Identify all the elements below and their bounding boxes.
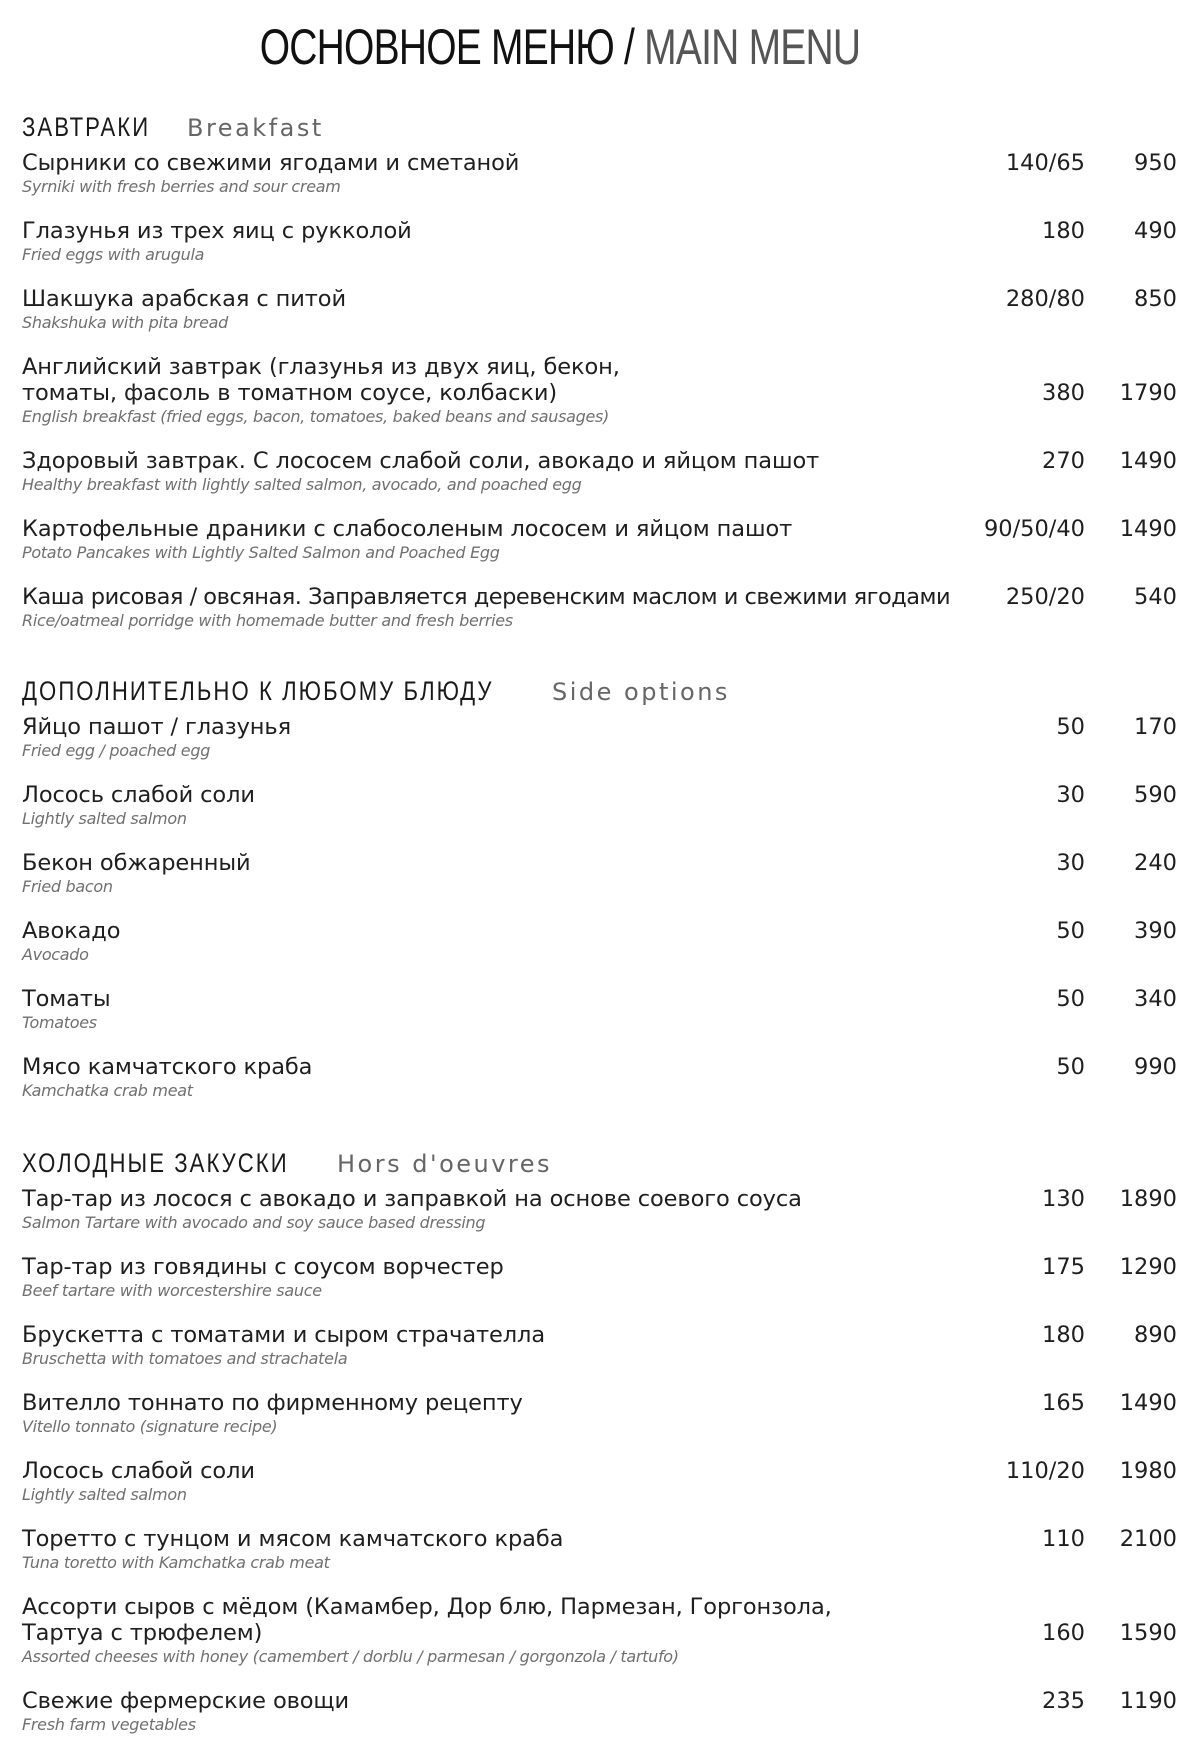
item-description: Potato Pancakes with Lightly Salted Salmon and Poached Egg [22, 543, 500, 562]
item-price: 170 [1134, 714, 1177, 740]
item-price: 1590 [1119, 1620, 1177, 1646]
item-name: Яйцо пашот / глазунья [22, 714, 292, 740]
page-title-ru: ОСНОВНОЕ МЕНЮ / [259, 19, 645, 75]
item-name: Шакшука арабская с питой [22, 286, 346, 312]
item-weight: 50 [1056, 714, 1085, 740]
item-description: Shakshuka with pita bread [22, 313, 228, 332]
item-description: Fried bacon [22, 877, 113, 896]
item-description: Assorted cheeses with honey (camembert / dorblu / parmesan / gorgonzola / tartufo) [22, 1647, 679, 1666]
item-description: English breakfast (fried eggs, bacon, tomatoes, baked beans and sausages) [22, 407, 609, 426]
item-weight: 270 [1042, 448, 1085, 474]
item-weight: 140/65 [1005, 150, 1085, 176]
menu-item [22, 714, 1177, 782]
menu-item [22, 584, 1177, 652]
menu-item [22, 354, 1177, 448]
item-price: 1490 [1119, 516, 1177, 542]
section-breakfast [22, 112, 1177, 652]
menu-item [22, 1322, 1177, 1390]
item-weight: 50 [1056, 1054, 1085, 1080]
menu-item [22, 1688, 1177, 1744]
item-description: Beef tartare with worcestershire sauce [22, 1281, 322, 1300]
menu-item [22, 448, 1177, 516]
item-name: Торетто с тунцом и мясом камчатского краба [22, 1526, 564, 1552]
item-price: 490 [1134, 218, 1177, 244]
item-name: Ассорти сыров с мёдом (Камамбер, Дор блю, Пармезан, Горгонзола, Тартуа с трюфелем) [22, 1594, 832, 1646]
item-description: Bruschetta with tomatoes and strachatela [22, 1349, 348, 1368]
page-title-en: MAIN MENU [644, 19, 861, 75]
menu-item [22, 218, 1177, 286]
section-heading [22, 1148, 1177, 1186]
item-price: 340 [1134, 986, 1177, 1012]
item-price: 1790 [1119, 380, 1177, 406]
item-weight: 110 [1042, 1526, 1085, 1552]
item-name: Глазунья из трех яиц с рукколой [22, 218, 412, 244]
item-weight: 250/20 [1005, 584, 1085, 610]
item-description: Lightly salted salmon [22, 809, 187, 828]
menu-item [22, 850, 1177, 918]
menu-item [22, 286, 1177, 354]
section-heading [22, 676, 1177, 714]
item-name: Лосось слабой соли [22, 782, 255, 808]
section-hors-doeuvres [22, 1148, 1177, 1744]
item-price: 850 [1134, 286, 1177, 312]
item-price: 1490 [1119, 1390, 1177, 1416]
item-description: Rice/oatmeal porridge with homemade butter and fresh berries [22, 611, 513, 630]
item-name: Бекон обжаренный [22, 850, 251, 876]
item-price: 950 [1134, 150, 1177, 176]
item-name: Мясо камчатского краба [22, 1054, 313, 1080]
item-name: Картофельные драники с слабосоленым лососем и яйцом пашот [22, 516, 793, 542]
item-description: Healthy breakfast with lightly salted salmon, avocado, and poached egg [22, 475, 582, 494]
section-title-ru: ХОЛОДНЫЕ ЗАКУСКИ [22, 1148, 289, 1178]
item-price: 990 [1134, 1054, 1177, 1080]
menu-item [22, 782, 1177, 850]
item-name: Вителло тоннато по фирменному рецепту [22, 1390, 523, 1416]
item-name: Английский завтрак (глазунья из двух яиц, бекон, томаты, фасоль в томатном соусе, колбаски) [22, 354, 620, 406]
item-weight: 30 [1056, 850, 1085, 876]
item-price: 540 [1134, 584, 1177, 610]
item-name: Сырники со свежими ягодами и сметаной [22, 150, 520, 176]
section-title-ru: ДОПОЛНИТЕЛЬНО К ЛЮБОМУ БЛЮДУ [22, 676, 494, 706]
menu-item [22, 516, 1177, 584]
item-price: 1190 [1119, 1688, 1177, 1714]
item-price: 1290 [1119, 1254, 1177, 1280]
item-weight: 175 [1042, 1254, 1085, 1280]
item-weight: 90/50/40 [983, 516, 1085, 542]
menu-item [22, 986, 1177, 1054]
item-name: Здоровый завтрак. С лососем слабой соли, авокадо и яйцом пашот [22, 448, 820, 474]
item-description: Lightly salted salmon [22, 1485, 187, 1504]
item-price: 390 [1134, 918, 1177, 944]
item-price: 590 [1134, 782, 1177, 808]
item-description: Fried eggs with arugula [22, 245, 205, 264]
item-weight: 180 [1042, 1322, 1085, 1348]
menu-item [22, 1458, 1177, 1526]
item-name: Свежие фермерские овощи [22, 1688, 350, 1714]
item-weight: 130 [1042, 1186, 1085, 1212]
item-description: Fresh farm vegetables [22, 1715, 196, 1734]
menu-item [22, 1054, 1177, 1122]
section-side-options [22, 676, 1177, 1122]
section-title-en: Breakfast [187, 114, 324, 142]
item-description: Avocado [22, 945, 89, 964]
item-name: Тар-тар из говядины с соусом ворчестер [22, 1254, 504, 1280]
item-price: 890 [1134, 1322, 1177, 1348]
item-name: Каша рисовая / овсяная. Заправляется деревенским маслом и свежими ягодами [22, 584, 951, 610]
section-title-en: Hors d'oeuvres [337, 1150, 553, 1178]
item-price: 1490 [1119, 448, 1177, 474]
section-title-ru: ЗАВТРАКИ [22, 112, 151, 142]
item-description: Kamchatka crab meat [22, 1081, 193, 1100]
item-weight: 50 [1056, 986, 1085, 1012]
item-weight: 180 [1042, 218, 1085, 244]
item-name: Тар-тар из лосося с авокадо и заправкой на основе соевого соуса [22, 1186, 802, 1212]
menu-item [22, 1594, 1177, 1688]
item-description: Vitello tonnato (signature recipe) [22, 1417, 278, 1436]
item-name: Брускетта с томатами и сыром страчателла [22, 1322, 546, 1348]
menu-item [22, 1390, 1177, 1458]
item-weight: 380 [1042, 380, 1085, 406]
item-price: 1890 [1119, 1186, 1177, 1212]
item-weight: 50 [1056, 918, 1085, 944]
item-name: Томаты [22, 986, 111, 1012]
item-description: Fried egg / poached egg [22, 741, 211, 760]
section-title-en: Side options [552, 678, 730, 706]
item-weight: 110/20 [1005, 1458, 1085, 1484]
menu-item [22, 1526, 1177, 1594]
item-price: 2100 [1119, 1526, 1177, 1552]
item-price: 240 [1134, 850, 1177, 876]
page-title [123, 18, 997, 76]
menu-item [22, 1254, 1177, 1322]
section-heading [22, 112, 1177, 150]
item-weight: 30 [1056, 782, 1085, 808]
item-weight: 280/80 [1005, 286, 1085, 312]
menu-item [22, 1186, 1177, 1254]
item-weight: 235 [1042, 1688, 1085, 1714]
item-description: Syrniki with fresh berries and sour cream [22, 177, 341, 196]
item-description: Tomatoes [22, 1013, 97, 1032]
item-price: 1980 [1119, 1458, 1177, 1484]
menu-item [22, 150, 1177, 218]
item-name: Лосось слабой соли [22, 1458, 255, 1484]
menu-item [22, 918, 1177, 986]
item-weight: 165 [1042, 1390, 1085, 1416]
item-weight: 160 [1042, 1620, 1085, 1646]
item-name: Авокадо [22, 918, 121, 944]
item-description: Salmon Tartare with avocado and soy sauce based dressing [22, 1213, 486, 1232]
item-description: Tuna toretto with Kamchatka crab meat [22, 1553, 330, 1572]
